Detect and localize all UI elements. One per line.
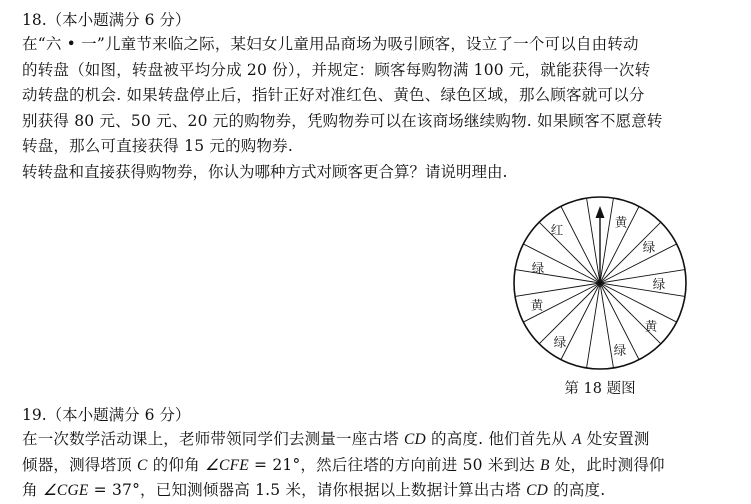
text-run: 的高度.: [548, 481, 606, 499]
text-run: = 21°，然后往塔的方向前进 50 米到达: [248, 455, 541, 474]
question-18-ask: 转转盘和直接获得购物券，你认为哪种方式对顾客更合算？请说明理由.: [22, 162, 508, 181]
question-18-line-3: 动转盘的机会. 如果转盘停止后，指针正好对准红色、黄色、绿色区域，那么顾客就可以分: [22, 86, 645, 104]
text-run: = 37°，已知测倾器高 1.5 米，请你根据以上数据计算出古塔: [88, 481, 527, 499]
text-run: 的高度. 他们首先从: [425, 430, 572, 448]
text-run: 倾器，测得塔顶: [22, 455, 138, 474]
question-18-line-4: 别获得 80 元、50 元、20 元的购物券，凭购物券可以在该商场继续购物. 如果顾客不愿意转: [22, 111, 663, 130]
math-c: C: [137, 456, 148, 474]
question-19: [22, 403, 737, 504]
question-19-line-1: [22, 427, 737, 453]
math-angle-cge: ∠CGE: [42, 482, 89, 499]
text-run: 在一次数学活动课上，老师带领同学们去测量一座古塔: [22, 430, 404, 448]
question-18-line-5: 转盘，那么可直接获得 15 元的购物券.: [22, 137, 294, 155]
question-18: [22, 8, 737, 185]
question-19-line-2: [22, 453, 737, 479]
math-cd: CD: [403, 431, 426, 448]
math-b: B: [540, 456, 550, 474]
question-18-line-1: 在“六 • 一”儿童节来临之际，某妇女儿童用品商场为吸引顾客，设立了一个可以自由转动: [22, 35, 639, 53]
spinner-wheel: [510, 193, 690, 373]
text-run: 处，此时测得仰: [549, 455, 665, 474]
wheel-segment-label: 绿: [642, 239, 656, 255]
wheel-segment-label: 绿: [531, 260, 545, 276]
wheel-segment-label: 红: [550, 222, 564, 238]
question-19-heading: 19.（本小题满分 6 分）: [22, 406, 191, 424]
wheel-segment-label: 绿: [553, 334, 567, 350]
wheel-segment-label: 绿: [652, 276, 666, 292]
question-18-heading: 18.（本小题满分 6 分）: [22, 11, 191, 29]
text-run: 角: [22, 481, 43, 499]
wheel-segment-label: 绿: [613, 342, 627, 358]
question-19-line-3: [22, 478, 737, 504]
text-run: 处安置测: [581, 430, 650, 448]
wheel-segment-label: 黄: [530, 297, 544, 313]
math-a: A: [571, 431, 582, 448]
math-angle-cfe: ∠CFE: [204, 456, 249, 474]
spinner-figure: [510, 193, 690, 403]
question-18-line-2: 的转盘（如图，转盘被平均分成 20 份），并规定：顾客每购物满 100 元，就能获得一次转: [22, 60, 651, 79]
figure-caption: 第 18 题图: [564, 381, 636, 397]
wheel-segment-label: 黄: [644, 318, 658, 334]
wheel-segment-label: 黄: [614, 214, 628, 230]
text-run: 的仰角: [147, 455, 205, 474]
math-cd: CD: [526, 482, 549, 499]
